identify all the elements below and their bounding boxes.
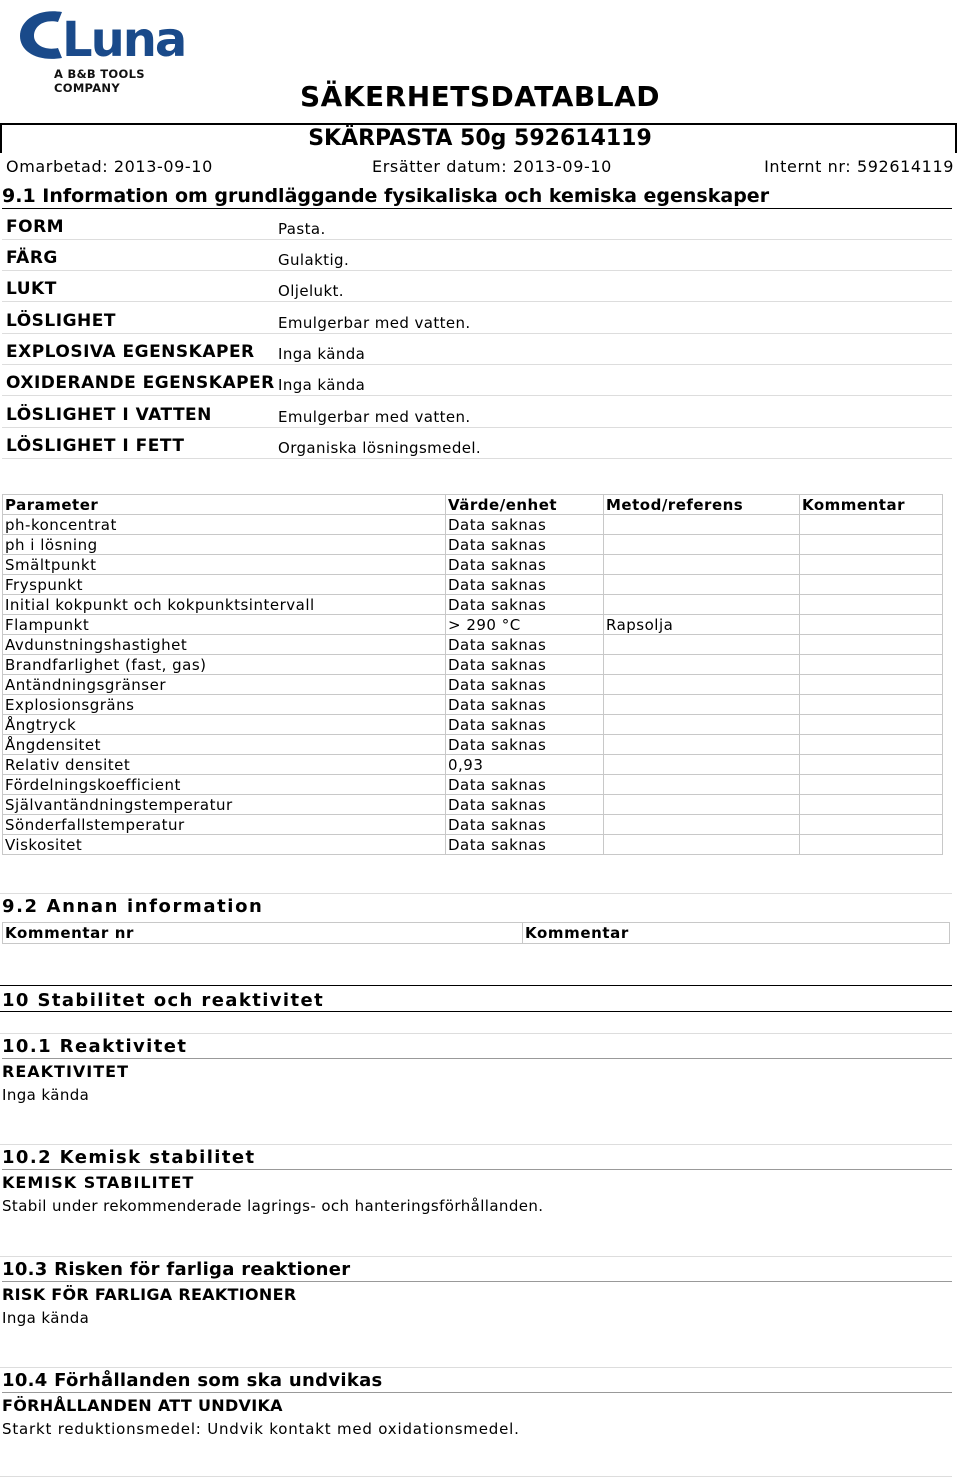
property-label: FORM [6,217,65,237]
subsection-label: KEMISK STABILITET [2,1173,195,1192]
table-cell: ph-koncentrat [3,515,446,535]
table-cell [800,635,943,655]
table-cell [604,655,800,675]
column-header: Kommentar [523,923,950,944]
divider [0,1367,952,1368]
divider [2,1058,952,1059]
property-value: Inga kända [278,345,366,363]
property-row [0,431,960,459]
subsection-heading: 10.3 Risken för farliga reaktioner [2,1259,351,1280]
table-cell [800,655,943,675]
divider [0,1011,952,1012]
table-cell: > 290 °C [446,615,604,635]
subsection-text: Starkt reduktionsmedel: Undvik kontakt med oxidationsmedel. [2,1420,520,1438]
property-row [0,306,960,334]
table-cell [800,595,943,615]
table-cell [604,535,800,555]
table-cell: Data saknas [446,715,604,735]
table-cell [604,675,800,695]
comment-table [2,922,950,944]
table-cell [800,775,943,795]
logo-tagline: A B&B TOOLS COMPANY [54,67,145,95]
section-9-1-heading: 9.1 Information om grundläggande fysikaliska och kemiska egenskaper [2,185,952,209]
table-row [3,815,943,835]
parameter-table-body [3,515,943,855]
divider [0,1256,952,1257]
property-label: EXPLOSIVA EGENSKAPER [6,342,255,362]
property-value: Pasta. [278,220,326,238]
document-title: SÄKERHETSDATABLAD [300,80,660,113]
table-cell [604,815,800,835]
table-row [3,515,943,535]
table-cell: Data saknas [446,815,604,835]
property-value: Gulaktig. [278,251,350,269]
table-row [3,775,943,795]
table-cell [604,795,800,815]
property-value: Inga kända [278,376,366,394]
table-cell [604,715,800,735]
subsection-heading: 10.2 Kemisk stabilitet [2,1147,256,1168]
table-cell: Ångtryck [3,715,446,735]
subsection-label: REAKTIVITET [2,1062,129,1081]
subsection-label: FÖRHÅLLANDEN ATT UNDVIKA [2,1396,283,1415]
property-value: Organiska lösningsmedel. [278,439,482,457]
table-cell: Flampunkt [3,615,446,635]
subsection-heading: 10.4 Förhållanden som ska undvikas [2,1370,383,1391]
property-value: Emulgerbar med vatten. [278,314,471,332]
table-cell [800,575,943,595]
table-cell [800,515,943,535]
table-row [3,675,943,695]
logo-wordmark: Luna [62,12,186,66]
table-cell [800,555,943,575]
table-cell: Data saknas [446,595,604,615]
table-cell [604,515,800,535]
property-row [0,337,960,365]
subsection-text: Inga kända [2,1309,90,1327]
subsection-label: RISK FÖR FARLIGA REAKTIONER [2,1285,297,1304]
table-cell: Avdunstningshastighet [3,635,446,655]
table-cell [800,815,943,835]
table-cell: Data saknas [446,575,604,595]
table-cell: Fördelningskoefficient [3,775,446,795]
table-cell: Antändningsgränser [3,675,446,695]
parameter-table [2,494,943,855]
table-cell: ph i lösning [3,535,446,555]
divider [0,1144,952,1145]
table-cell: Brandfarlighet (fast, gas) [3,655,446,675]
table-cell: Explosionsgräns [3,695,446,715]
table-cell [604,695,800,715]
table-cell: Data saknas [446,695,604,715]
subsection-text: Stabil under rekommenderade lagrings- och hanteringsförhållanden. [2,1197,544,1215]
section-10-heading: 10 Stabilitet och reaktivitet [2,990,325,1011]
table-row [3,755,943,775]
table-row [3,635,943,655]
table-cell [604,555,800,575]
table-cell: Data saknas [446,675,604,695]
table-cell [604,575,800,595]
table-row [3,575,943,595]
table-row [3,735,943,755]
table-cell [604,755,800,775]
table-cell [800,755,943,775]
table-cell [604,835,800,855]
table-cell: 0,93 [446,755,604,775]
table-cell: Data saknas [446,515,604,535]
table-cell: Smältpunkt [3,555,446,575]
table-cell [800,735,943,755]
table-cell [604,775,800,795]
divider [0,1033,952,1034]
table-cell [800,835,943,855]
table-cell: Data saknas [446,555,604,575]
property-row [0,400,960,428]
table-row [3,835,943,855]
property-row [0,243,960,271]
table-cell: Initial kokpunkt och kokpunktsintervall [3,595,446,615]
subsection-text: Inga kända [2,1086,90,1104]
property-value: Oljelukt. [278,282,344,300]
column-header: Metod/referens [604,495,800,515]
table-cell: Rapsolja [604,615,800,635]
table-cell: Data saknas [446,835,604,855]
divider [2,1392,952,1393]
column-header: Kommentar nr [3,923,523,944]
internal-number: Internt nr: 592614119 [764,157,954,176]
column-header: Kommentar [800,495,943,515]
table-cell: Data saknas [446,535,604,555]
table-cell [800,695,943,715]
table-cell: Data saknas [446,775,604,795]
divider [2,1281,952,1282]
table-header-row [3,923,950,944]
table-cell: Självantändningstemperatur [3,795,446,815]
table-row [3,795,943,815]
table-cell: Data saknas [446,635,604,655]
table-cell [604,635,800,655]
revised-date: Omarbetad: 2013-09-10 [6,157,213,176]
table-cell: Sönderfallstemperatur [3,815,446,835]
property-row [0,212,960,240]
property-label: LÖSLIGHET [6,311,116,331]
table-cell: Data saknas [446,655,604,675]
table-row [3,595,943,615]
column-header: Värde/enhet [446,495,604,515]
divider [0,985,952,986]
table-cell: Data saknas [446,735,604,755]
table-row [3,555,943,575]
table-cell: Relativ densitet [3,755,446,775]
section-9-2-heading: 9.2 Annan information [2,896,264,917]
table-cell: Fryspunkt [3,575,446,595]
divider [2,1169,952,1170]
table-cell: Ångdensitet [3,735,446,755]
property-value: Emulgerbar med vatten. [278,408,471,426]
table-cell [800,615,943,635]
property-row [0,274,960,302]
luna-logo-mark [18,6,208,66]
property-label: LÖSLIGHET I FETT [6,436,185,456]
divider [0,893,952,894]
table-row [3,655,943,675]
column-header: Parameter [3,495,446,515]
document-meta [0,157,960,179]
subsection-heading: 10.1 Reaktivitet [2,1036,188,1057]
company-logo [18,6,208,95]
table-row [3,615,943,635]
property-label: LUKT [6,279,57,299]
table-cell [800,675,943,695]
table-cell [604,735,800,755]
table-cell: Viskositet [3,835,446,855]
product-title: SKÄRPASTA 50g 592614119 [308,126,652,151]
table-cell: Data saknas [446,795,604,815]
property-label: FÄRG [6,248,58,268]
table-cell [604,595,800,615]
property-row [0,368,960,396]
property-label: OXIDERANDE EGENSKAPER [6,373,275,393]
table-row [3,715,943,735]
table-row [3,695,943,715]
table-row [3,535,943,555]
table-cell [800,715,943,735]
table-header-row [3,495,943,515]
replaces-date: Ersätter datum: 2013-09-10 [372,157,612,176]
property-label: LÖSLIGHET I VATTEN [6,405,212,425]
divider [0,1476,952,1477]
table-cell [800,795,943,815]
table-cell [800,535,943,555]
